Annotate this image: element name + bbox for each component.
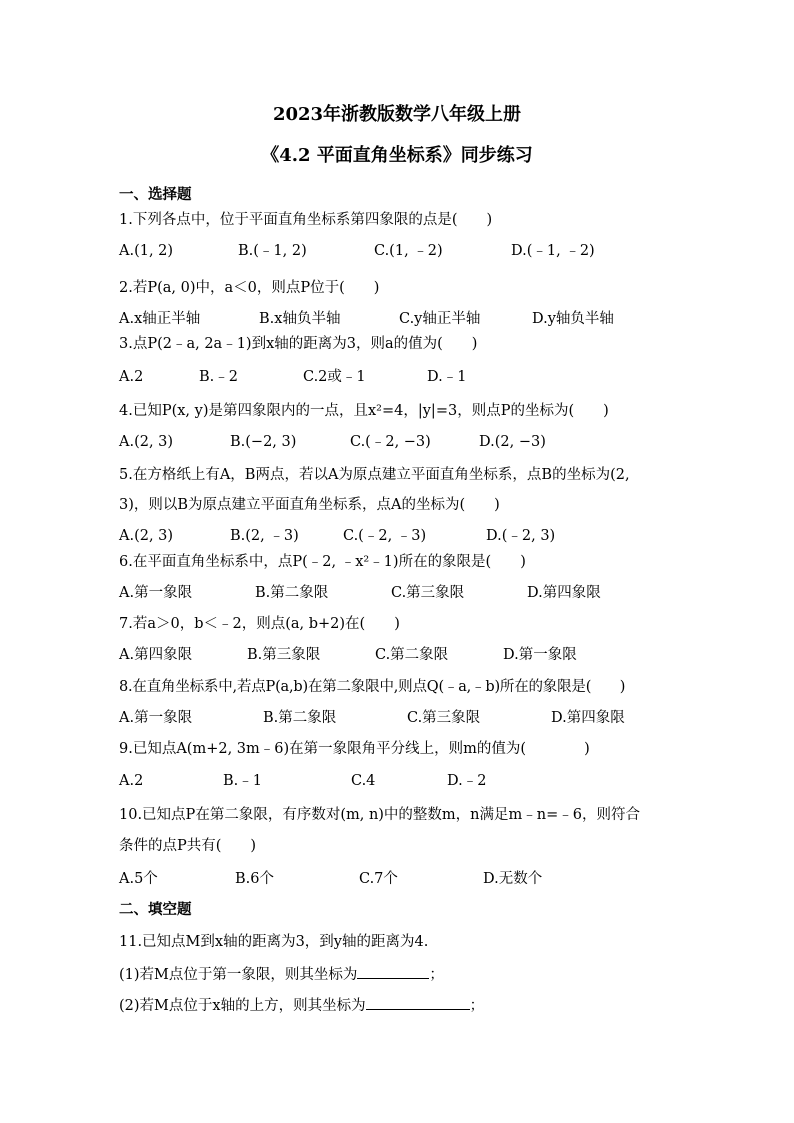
question-9-stem: 9.已知点A(m+2, 3m﹣6)在第一象限角平分线上，则m的值为( ) <box>119 741 590 757</box>
question-10-stem-line-2: 条件的点P共有( ) <box>119 838 257 854</box>
question-5-option-c: C.(﹣2, ﹣3) <box>343 528 427 544</box>
question-7-option-c: C.第二象限 <box>375 647 449 663</box>
question-11-part-2 <box>119 995 484 1015</box>
question-6-stem: 6.在平面直角坐标系中，点P(﹣2, ﹣x²﹣1)所在的象限是( ) <box>119 554 526 570</box>
question-4-option-d: D.(2, −3) <box>479 434 546 450</box>
question-10-option-c: C.7个 <box>359 871 398 887</box>
question-3-option-d: D.﹣1 <box>427 369 467 385</box>
question-4-option-a: A.(2, 3) <box>119 434 174 450</box>
section-heading-choice: 一、选择题 <box>119 186 192 203</box>
question-6-option-d: D.第四象限 <box>527 585 601 601</box>
question-11-stem: 11.已知点M到x轴的距离为3，到y轴的距离为4. <box>119 934 429 950</box>
question-3-option-c: C.2或﹣1 <box>303 369 366 385</box>
question-9-option-a: A.2 <box>119 773 144 789</box>
question-1-option-b: B.(﹣1, 2) <box>238 243 307 259</box>
question-2-stem: 2.若P(a, 0)中，a＜0，则点P位于( ) <box>119 280 380 296</box>
question-11-part-1 <box>119 964 444 984</box>
question-3-option-a: A.2 <box>119 369 144 385</box>
answer-blank-2[interactable] <box>366 995 470 1010</box>
question-1-option-c: C.(1, ﹣2) <box>374 243 443 259</box>
question-3-stem: 3.点P(2﹣a, 2a﹣1)到x轴的距离为3，则a的值为( ) <box>119 336 478 352</box>
answer-blank-1[interactable] <box>357 964 429 979</box>
question-8-option-c: C.第三象限 <box>407 710 481 726</box>
question-5-option-b: B.(2, ﹣3) <box>230 528 299 544</box>
question-11-part-1-end: ； <box>429 967 444 983</box>
question-11-part-2-end: ； <box>469 998 485 1014</box>
page-title: 2023年浙教版数学八年级上册 <box>272 104 522 125</box>
question-10-stem-line-1: 10.已知点P在第二象限，有序数对(m, n)中的整数m，n满足m﹣n=﹣6，则符合 <box>119 807 640 823</box>
question-8-option-d: D.第四象限 <box>551 710 625 726</box>
question-7-option-d: D.第一象限 <box>503 647 577 663</box>
section-heading-fill-in: 二、填空题 <box>119 901 192 918</box>
question-5-stem-line-2: 3)，则以B为原点建立平面直角坐标系，点A的坐标为( ) <box>119 497 500 513</box>
question-4-stem: 4.已知P(x, y)是第四象限内的一点，且x²=4，|y|=3，则点P的坐标为( ) <box>119 403 609 419</box>
question-2-option-b: B.x轴负半轴 <box>259 311 341 327</box>
question-8-stem: 8.在直角坐标系中,若点P(a,b)在第二象限中,则点Q(﹣a,﹣b)所在的象限是( ) <box>119 679 626 695</box>
question-2-option-a: A.x轴正半轴 <box>119 311 201 327</box>
question-11-part-2-text: (2)若M点位于x轴的上方，则其坐标为 <box>119 998 366 1014</box>
question-2-option-d: D.y轴负半轴 <box>532 311 614 327</box>
question-3-option-b: B.﹣2 <box>199 369 238 385</box>
question-6-option-a: A.第一象限 <box>119 585 193 601</box>
question-9-option-c: C.4 <box>351 773 376 789</box>
question-5-option-d: D.(﹣2, 3) <box>486 528 556 544</box>
question-1-option-d: D.(﹣1, ﹣2) <box>511 243 595 259</box>
question-7-stem: 7.若a＞0，b＜﹣2，则点(a, b+2)在( ) <box>119 616 400 632</box>
question-10-option-a: A.5个 <box>119 871 158 887</box>
question-8-option-a: A.第一象限 <box>119 710 193 726</box>
question-6-option-c: C.第三象限 <box>391 585 465 601</box>
question-1-option-a: A.(1, 2) <box>119 243 174 259</box>
question-2-option-c: C.y轴正半轴 <box>399 311 481 327</box>
question-9-option-d: D.﹣2 <box>447 773 487 789</box>
question-1-stem: 1.下列各点中，位于平面直角坐标系第四象限的点是( ) <box>119 212 493 228</box>
question-6-option-b: B.第二象限 <box>255 585 329 601</box>
question-8-option-b: B.第二象限 <box>263 710 337 726</box>
question-4-option-c: C.(﹣2, −3) <box>350 434 431 450</box>
question-11-part-1-text: (1)若M点位于第一象限，则其坐标为 <box>119 967 358 983</box>
question-9-option-b: B.﹣1 <box>223 773 262 789</box>
question-10-option-b: B.6个 <box>235 871 274 887</box>
question-10-option-d: D.无数个 <box>483 871 543 887</box>
page-subtitle: 《4.2 平面直角坐标系》同步练习 <box>261 145 533 166</box>
question-5-option-a: A.(2, 3) <box>119 528 174 544</box>
question-7-option-b: B.第三象限 <box>247 647 321 663</box>
question-5-stem-line-1: 5.在方格纸上有A，B两点，若以A为原点建立平面直角坐标系，点B的坐标为(2, <box>119 467 630 483</box>
question-7-option-a: A.第四象限 <box>119 647 193 663</box>
question-4-option-b: B.(−2, 3) <box>230 434 297 450</box>
